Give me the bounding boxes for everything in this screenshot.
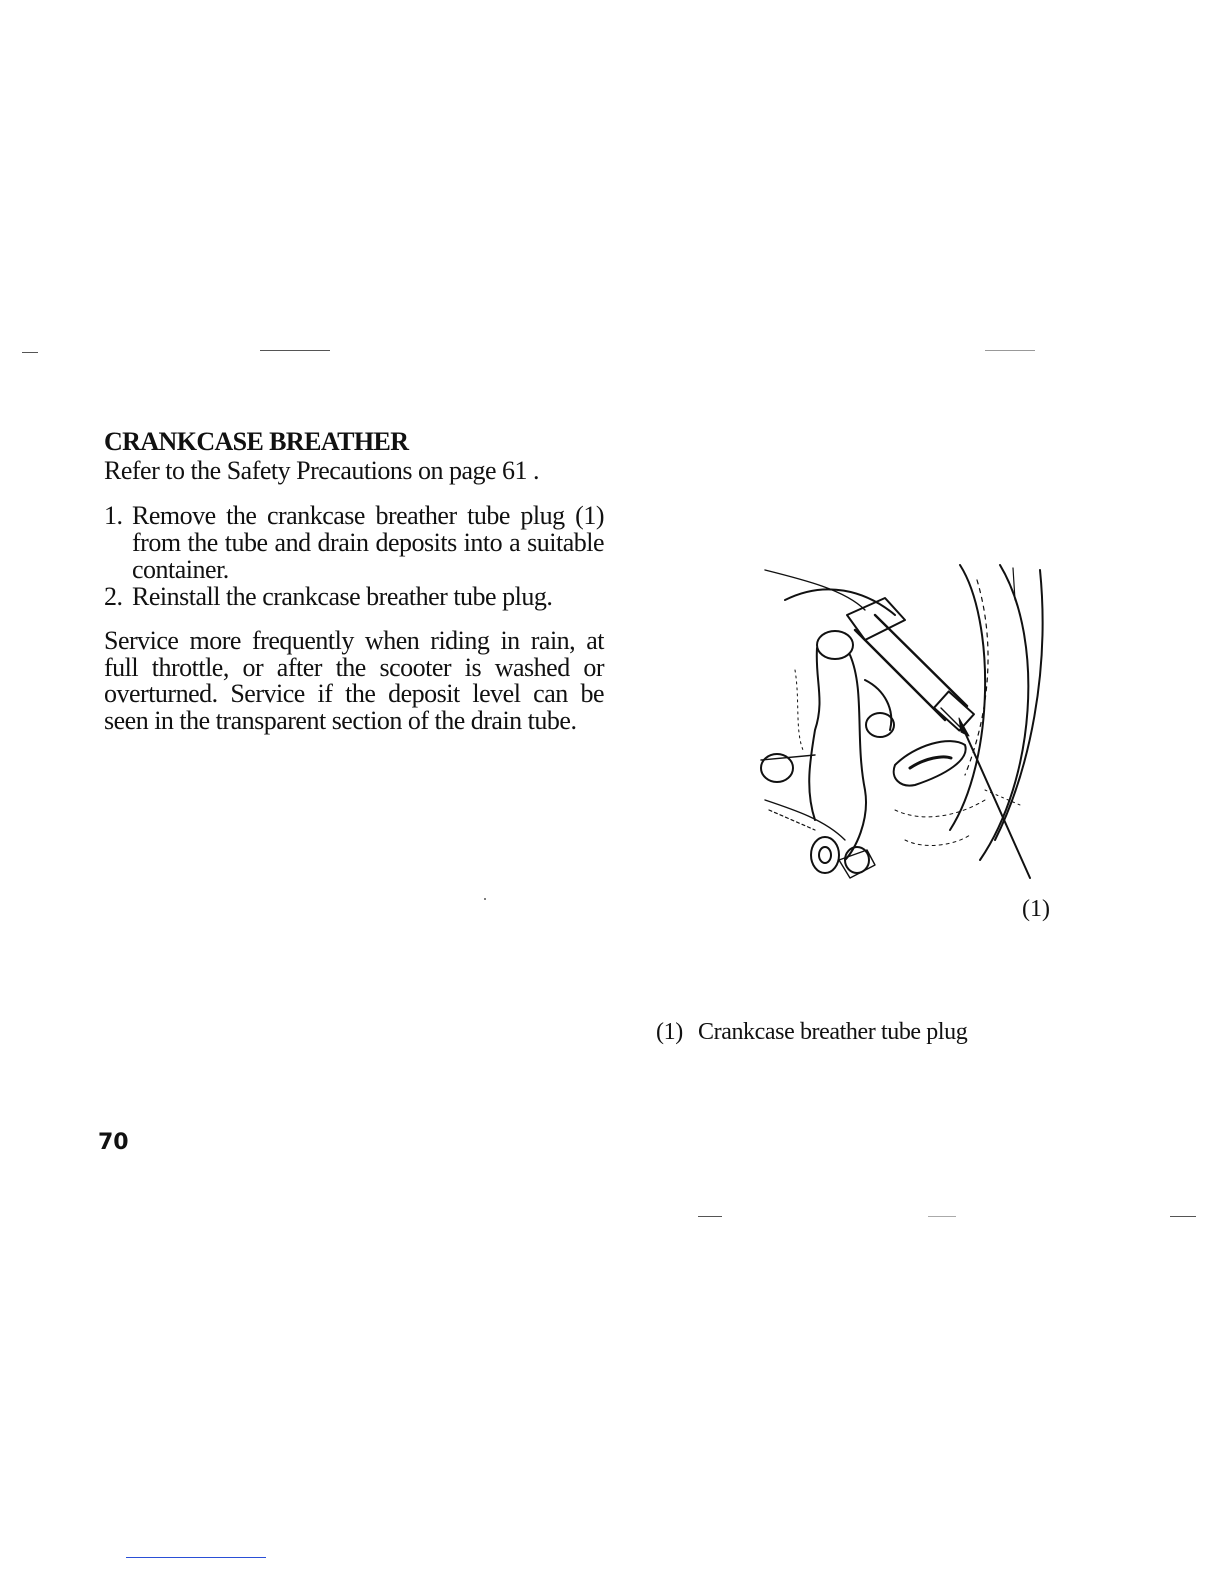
figure-callout-label: (1) xyxy=(1022,896,1050,922)
clamp-upper xyxy=(847,598,905,640)
section-heading: CRANKCASE BREATHER xyxy=(104,427,409,456)
bottom-edge-line xyxy=(126,1557,266,1558)
figure-caption xyxy=(656,1018,967,1046)
link-eye-lower xyxy=(811,837,839,873)
step-item xyxy=(104,583,604,610)
step-text: Remove the crankcase breather tube plug (1) from the tube and drain deposits into a suitable container. xyxy=(132,501,604,584)
scan-artifact-line xyxy=(985,350,1035,351)
bolt-head-upper xyxy=(817,631,853,659)
illustration-svg xyxy=(755,560,1055,890)
crankcase-breather-tube-illustration xyxy=(755,560,1055,890)
drain-plate xyxy=(894,741,966,785)
scan-artifact-line xyxy=(1170,1216,1196,1217)
bolt-head-middle xyxy=(866,713,894,737)
scan-artifact-line xyxy=(698,1216,722,1217)
main-text-column xyxy=(104,428,604,734)
scan-artifact-line xyxy=(22,352,38,353)
procedure-steps xyxy=(104,502,604,610)
service-note: Service more frequently when riding in rain, at full throttle, or after the scooter is washed or overturned. Service if the deposit level can be seen in the transparent section of the drain tube. xyxy=(104,626,604,735)
step-number: 2. xyxy=(104,582,123,611)
tube-plug-icon xyxy=(934,691,974,730)
scan-artifact-dot xyxy=(484,898,486,900)
page-number: 70 xyxy=(98,1130,129,1155)
step-text: Reinstall the crankcase breather tube plug. xyxy=(132,582,553,611)
scan-artifact-line xyxy=(260,350,330,351)
safety-reference: Refer to the Safety Precautions on page 61 . xyxy=(104,456,540,485)
callout-leader-line xyxy=(963,728,1030,878)
tire-rim-arc xyxy=(980,565,1028,860)
step-item xyxy=(104,502,604,583)
scan-artifact-line xyxy=(928,1216,956,1217)
step-number: 1. xyxy=(104,501,123,530)
caption-number: (1) xyxy=(656,1019,683,1045)
caption-text: Crankcase breather tube plug xyxy=(698,1019,968,1045)
